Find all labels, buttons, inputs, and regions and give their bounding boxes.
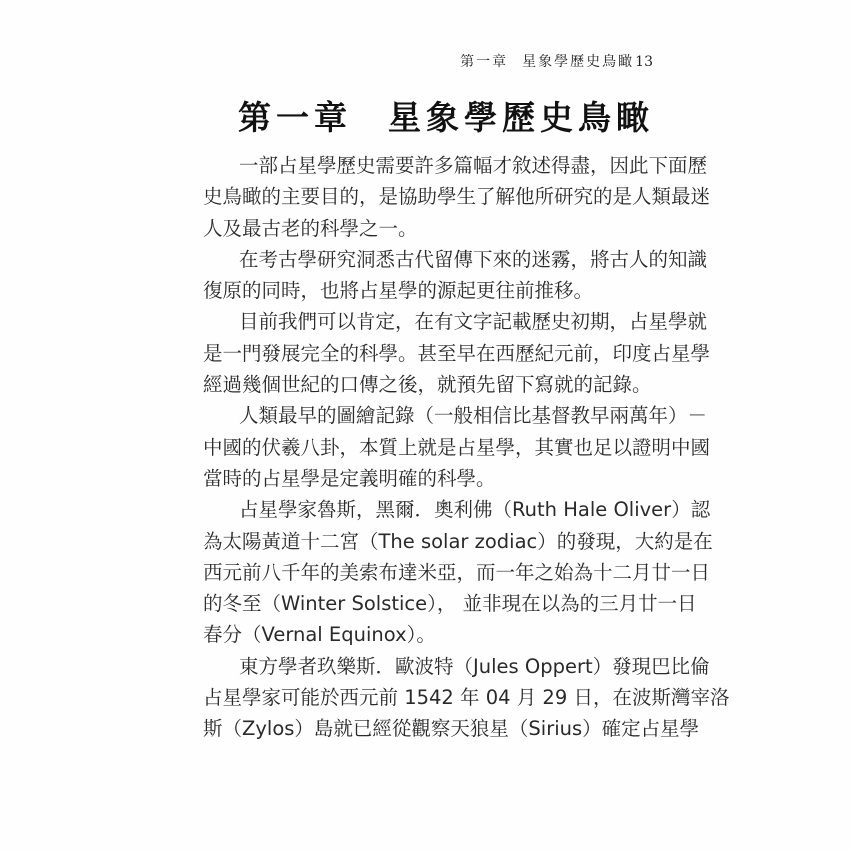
text-line: 西元前八千年的美索布達米亞，而一年之始為十二月廿一日 [203, 560, 711, 584]
text-line: 為太陽黃道十二宮（The solar zodiac）的發現，大約是在 [203, 529, 713, 553]
running-head [460, 51, 653, 71]
chapter-title [238, 92, 654, 139]
text-line: 春分（Vernal Equinox）。 [203, 623, 436, 647]
paragraph [203, 651, 730, 745]
text-line: 史鳥瞰的主要目的，是協助學生了解他所研究的是人類最迷 [203, 185, 711, 209]
text-line: 中國的伏羲八卦，本質上就是占星學，其實也足以證明中國 [203, 435, 711, 459]
text-line: 在考古學研究洞悉古代留傳下來的迷霧，將古人的知識 [239, 247, 708, 271]
text-line: 目前我們可以肯定，在有文字記載歷史初期，占星學就 [239, 310, 708, 334]
chapter-number: 第一章 [238, 98, 352, 137]
paragraph [203, 400, 711, 494]
paragraph [203, 244, 708, 307]
text-line: 經過幾個世紀的口傳之後，就預先留下寫就的記錄。 [203, 373, 652, 397]
text-line: 斯（Zylos）島就已經從觀察天狼星（Sirius）確定占星學 [203, 717, 700, 741]
text-line: 當時的占星學是定義明確的科學。 [203, 466, 496, 490]
text-line: 人類最早的圖繪記錄（一般相信比基督教早兩萬年）－ [239, 404, 708, 428]
running-head-title: 星象學歷史鳥瞰 [522, 54, 635, 70]
chapter-heading: 星象學歷史鳥瞰 [388, 98, 654, 137]
text-line: 是一門發展完全的科學。甚至早在西歷紀元前，印度占星學 [203, 341, 711, 365]
text-line: 占星學家可能於西元前 1542 年 04 月 29 日，在波斯灣宰洛 [203, 686, 730, 710]
text-line: 占星學家魯斯，黑爾．奧利佛（Ruth Hale Oliver）認 [239, 498, 711, 522]
text-line: 一部占星學歷史需要許多篇幅才敘述得盡，因此下面歷 [239, 154, 708, 177]
body-text [203, 150, 730, 745]
text-line: 東方學者玖樂斯．歐波特（Jules Oppert）發現巴比倫 [239, 654, 710, 678]
paragraph [203, 150, 711, 244]
paragraph [203, 306, 711, 400]
text-line: 人及最古老的科學之一。 [203, 216, 418, 240]
paragraph [203, 494, 713, 650]
running-head-chapter: 第一章 [460, 54, 509, 70]
text-line: 的冬至（Winter Solstice）， 並非現在以為的三月廿一日 [203, 592, 697, 616]
text-line: 復原的同時，也將占星學的源起更往前推移。 [203, 279, 594, 303]
page-number: 13 [635, 54, 653, 70]
